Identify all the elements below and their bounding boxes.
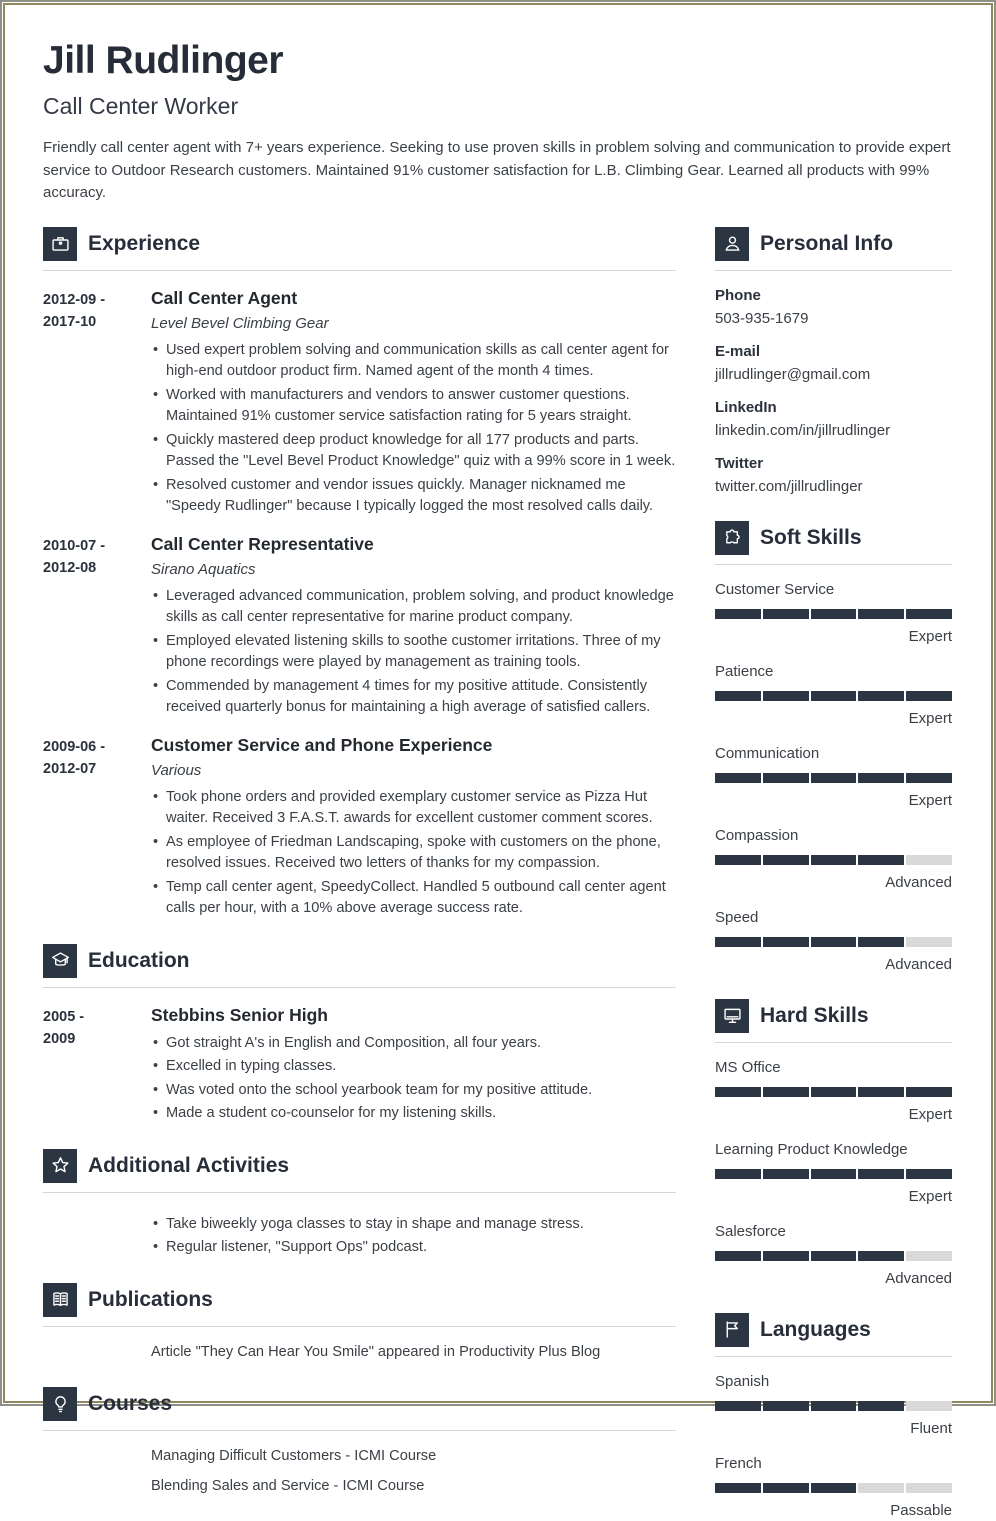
linkedin-value: linkedin.com/in/jillrudlinger [715,421,891,439]
skill-item [715,1140,952,1207]
skill-name: Compassion [715,826,799,844]
entry-role: Call Center Representative [151,533,374,554]
activities-entry [43,1208,676,1259]
entry-dates [43,1208,151,1259]
language-item [715,1454,952,1521]
skill-item [715,744,952,811]
personal-info-field [715,454,952,497]
skill-level-label: Expert [908,791,952,809]
skill-name: Learning Product Knowledge [715,1140,908,1158]
section-divider [715,564,952,565]
summary-text: Friendly call center agent with 7+ years experience. Seeking to use proven skills in problem solving and communication to provide expert service to Outdoor Research customers. Maintained 91% customer satisfaction for L.B. Climbing Gear. Learned all products with 99% accuracy. [43,139,951,201]
language-name: French [715,1454,762,1472]
entry-dates [43,1446,151,1497]
twitter-value: twitter.com/jillrudlinger [715,477,863,495]
section-languages [715,1313,952,1521]
section-divider [715,1356,952,1357]
entry-company: Various [151,761,202,779]
section-additional-activities [43,1149,676,1259]
language-level-label: Fluent [910,1419,952,1437]
skill-level-label: Expert [908,627,952,645]
puzzle-icon [715,521,749,555]
date-start: 2005 - [43,1008,85,1025]
entry-role: Stebbins Senior High [151,1004,328,1025]
bullet-item: • Commended by management 4 times for my positive attitude. Consistently received quarterly bonus for maintaining a high average of satisfied callers. [151,676,676,719]
section-title-soft-skills: Soft Skills [760,525,862,549]
field-label: LinkedIn [715,398,777,416]
skill-level-bar [715,609,952,619]
entry-role: Customer Service and Phone Experience [151,734,493,755]
skill-item [715,908,952,975]
course-item: Managing Difficult Customers - ICMI Course [151,1448,437,1464]
experience-entry [43,733,676,920]
section-divider [715,1042,952,1043]
bullet-item: • Got straight A's in English and Composition, all four years. [151,1033,676,1055]
date-end: 2009 [43,1030,76,1047]
section-title-experience: Experience [88,231,201,255]
sidebar-column [715,227,952,1521]
flag-icon [715,1313,749,1347]
personal-info-field [715,342,952,385]
skill-name: Communication [715,744,820,762]
section-title-additional-activities: Additional Activities [88,1153,290,1177]
course-item: Blending Sales and Service - ICMI Course [151,1477,425,1494]
person-name: Jill Rudlinger [43,39,284,82]
skill-item [715,1222,952,1289]
entry-dates [43,286,151,518]
skill-level-bar [715,937,952,947]
language-level-bar [715,1483,952,1493]
bullet-item: • Took phone orders and provided exemplary customer service as Pizza Hut waiter. Received 3 F.A.S.T. awards for excellent customer comment scores. [151,787,676,830]
phone-value: 503-935-1679 [715,309,809,327]
entry-dates [43,733,151,920]
section-courses [43,1387,676,1497]
section-divider [43,987,676,988]
section-title-hard-skills: Hard Skills [760,1003,869,1027]
experience-entry [43,286,676,518]
skill-name: Customer Service [715,580,835,598]
entry-bullets [151,340,676,518]
section-title-publications: Publications [88,1287,213,1311]
education-entry [43,1003,676,1125]
skill-level-bar [715,1087,952,1097]
bullet-item: • Worked with manufacturers and vendors to answer customer questions. Maintained 91% customer service satisfaction rating for 5 years straight. [151,385,676,428]
section-divider [43,1326,676,1327]
section-experience [43,227,676,920]
skill-level-bar [715,773,952,783]
field-label: E-mail [715,342,761,360]
star-icon [43,1149,77,1183]
section-title-courses: Courses [88,1392,173,1415]
skill-level-label: Expert [908,709,952,727]
bullet-item: • Quickly mastered deep product knowledge for all 177 products and parts. Passed the "Level Bevel Product Knowledge" quiz with a 99% score in 1 week. [151,430,676,473]
personal-info-field [715,398,952,441]
bullet-item: • Resolved customer and vendor issues quickly. Manager nicknamed me "Speedy Rudlinger" because I typically logged the most resolved calls daily. [151,475,676,518]
entry-company: Sirano Aquatics [151,560,256,578]
section-publications [43,1283,676,1364]
person-icon [715,227,749,261]
resume-page [43,38,952,1521]
skill-level-label: Advanced [885,873,952,891]
section-title-personal-info: Personal Info [760,231,894,255]
bullet-item: • Excelled in typing classes. [151,1056,676,1078]
skill-name: Salesforce [715,1222,786,1240]
resume-header [43,38,952,205]
bullet-item: • Made a student co-counselor for my listening skills. [151,1103,676,1125]
skill-item [715,580,952,647]
field-label: Phone [715,286,761,304]
skill-level-bar [715,855,952,865]
language-name: Spanish [715,1372,770,1390]
email-value: jillrudlinger@gmail.com [715,365,871,383]
person-job-title: Call Center Worker [43,93,239,119]
graduation-cap-icon [43,944,77,978]
section-title-languages: Languages [760,1317,871,1341]
lightbulb-icon [43,1387,77,1421]
section-divider [43,1192,676,1193]
briefcase-icon [43,227,77,261]
date-end: 2017-10 [43,313,97,330]
skill-level-bar [715,691,952,701]
field-label: Twitter [715,454,764,472]
entry-bullets [151,787,676,920]
section-personal-info [715,227,952,497]
date-start: 2010-07 - [43,537,106,554]
bullet-item: • Employed elevated listening skills to soothe customer irritations. Three of my phone recordings were played by management as training tools. [151,631,676,674]
entry-role: Call Center Agent [151,287,298,308]
main-column [43,227,676,1521]
skill-level-bar [715,1169,952,1179]
skill-level-bar [715,1251,952,1261]
section-divider [43,1430,676,1431]
section-hard-skills [715,999,952,1289]
experience-entry [43,532,676,719]
courses-entry [43,1446,676,1497]
skill-level-label: Advanced [885,955,952,973]
entry-company: Level Bevel Climbing Gear [151,314,329,332]
skill-item [715,826,952,893]
bullet-item: • As employee of Friedman Landscaping, spoke with customers on the phone, resolved issues. Received two letters of thanks for my compassion. [151,832,676,875]
skill-name: MS Office [715,1058,781,1076]
skill-item [715,1058,952,1125]
language-level-label: Passable [890,1501,952,1519]
skill-level-label: Advanced [885,1269,952,1287]
date-start: 2009-06 - [43,738,106,755]
bullet-item: • Take biweekly yoga classes to stay in shape and manage stress. [151,1214,676,1236]
bullet-item: • Regular listener, "Support Ops" podcast. [151,1237,676,1259]
skill-level-label: Expert [908,1105,952,1123]
entry-dates [43,1342,151,1364]
bullet-item: • Used expert problem solving and communication skills as call center agent for high-end outdoor product firm. Named agent of the month 4 times. [151,340,676,383]
entry-dates [43,1003,151,1125]
publication-item: Article "They Can Hear You Smile" appeared in Productivity Plus Blog [151,1343,601,1360]
date-end: 2012-08 [43,559,97,576]
section-title-education: Education [88,948,190,972]
skill-name: Patience [715,662,774,680]
section-soft-skills [715,521,952,975]
date-start: 2012-09 - [43,291,106,308]
publications-entry [43,1342,676,1364]
entry-dates [43,532,151,719]
monitor-icon [715,999,749,1033]
personal-info-field [715,286,952,329]
skill-name: Speed [715,908,759,926]
skill-item [715,662,952,729]
entry-bullets [151,586,676,719]
bullet-item: • Temp call center agent, SpeedyCollect. Handled 5 outbound call center agent calls per hour, with a 10% above average success rate. [151,877,676,920]
section-education [43,944,676,1125]
skill-level-label: Expert [908,1187,952,1205]
language-item [715,1372,952,1439]
bullet-item: • Was voted onto the school yearbook team for my positive attitude. [151,1080,676,1102]
section-divider [43,270,676,271]
entry-bullets [151,1214,676,1259]
entry-bullets [151,1033,676,1125]
bullet-item: • Leveraged advanced communication, problem solving, and product knowledge skills as call center representative for marine product company. [151,586,676,629]
section-divider [715,270,952,271]
open-book-icon [43,1283,77,1317]
date-end: 2012-07 [43,760,97,777]
